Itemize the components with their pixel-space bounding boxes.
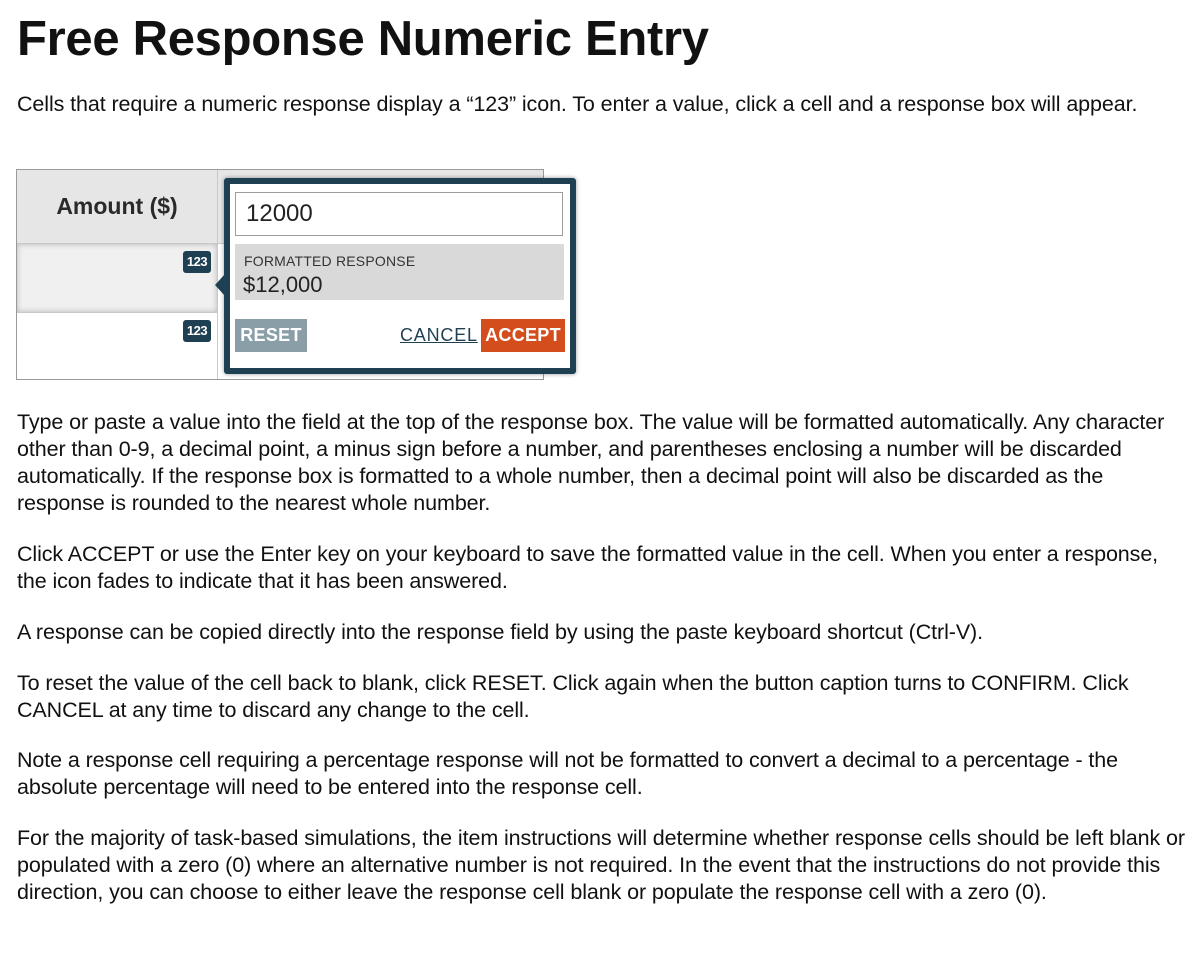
reset-button[interactable]: RESET [235, 319, 307, 352]
popup-pointer-icon [215, 274, 225, 296]
numeric-123-icon: 123 [183, 320, 211, 342]
intro-paragraph: Cells that require a numeric response display a “123” icon. To enter a value, click a cell and a response box will appear. [17, 92, 1138, 116]
response-box-illustration [16, 169, 584, 381]
paragraph-percentage: Note a response cell requiring a percentage response will not be formatted to convert a decimal to a percentage - the absolute percentage will need to be entered into the response cell. [17, 748, 1118, 799]
paragraph-zero: For the majority of task-based simulations, the item instructions will determine whether response cells should be left blank or populated with a zero (0) where an alternative number is not required. In the event that the instructions do not provide this direction, you can choose to either leave the response cell blank or populate the response cell with a zero (0). [17, 826, 1185, 904]
column-header-amount: Amount ($) [17, 170, 218, 244]
cancel-button[interactable]: CANCEL [400, 319, 476, 352]
formatted-response-label: FORMATTED RESPONSE [244, 253, 416, 269]
formatted-response-value: $12,000 [243, 272, 323, 297]
response-box-body [230, 184, 570, 368]
formatted-response-panel [235, 244, 564, 300]
paragraph-typing: Type or paste a value into the field at the top of the response box. The value will be formatted automatically. Any character other than 0-9, a decimal point, a minus sign before a number, and parentheses enclosing a number will be discarded automatically. If the response box is formatted to a whole number, then a decimal point will also be discarded as the response is rounded to the nearest whole number. [17, 410, 1165, 515]
paragraph-accept: Click ACCEPT or use the Enter key on your keyboard to save the formatted value in the cell. When you enter a response, the icon fades to indicate that it has been answered. [17, 542, 1159, 593]
paragraph-paste: A response can be copied directly into the response field by using the paste keyboard shortcut (Ctrl-V). [17, 620, 983, 644]
accept-button[interactable]: ACCEPT [481, 319, 565, 352]
paragraph-reset: To reset the value of the cell back to blank, click RESET. Click again when the button caption turns to CONFIRM. Click CANCEL at any time to discard any change to the cell. [17, 671, 1129, 722]
response-box-popup [224, 178, 576, 374]
page-title: Free Response Numeric Entry [17, 12, 709, 66]
response-input[interactable] [235, 192, 563, 236]
numeric-123-icon: 123 [183, 251, 211, 273]
